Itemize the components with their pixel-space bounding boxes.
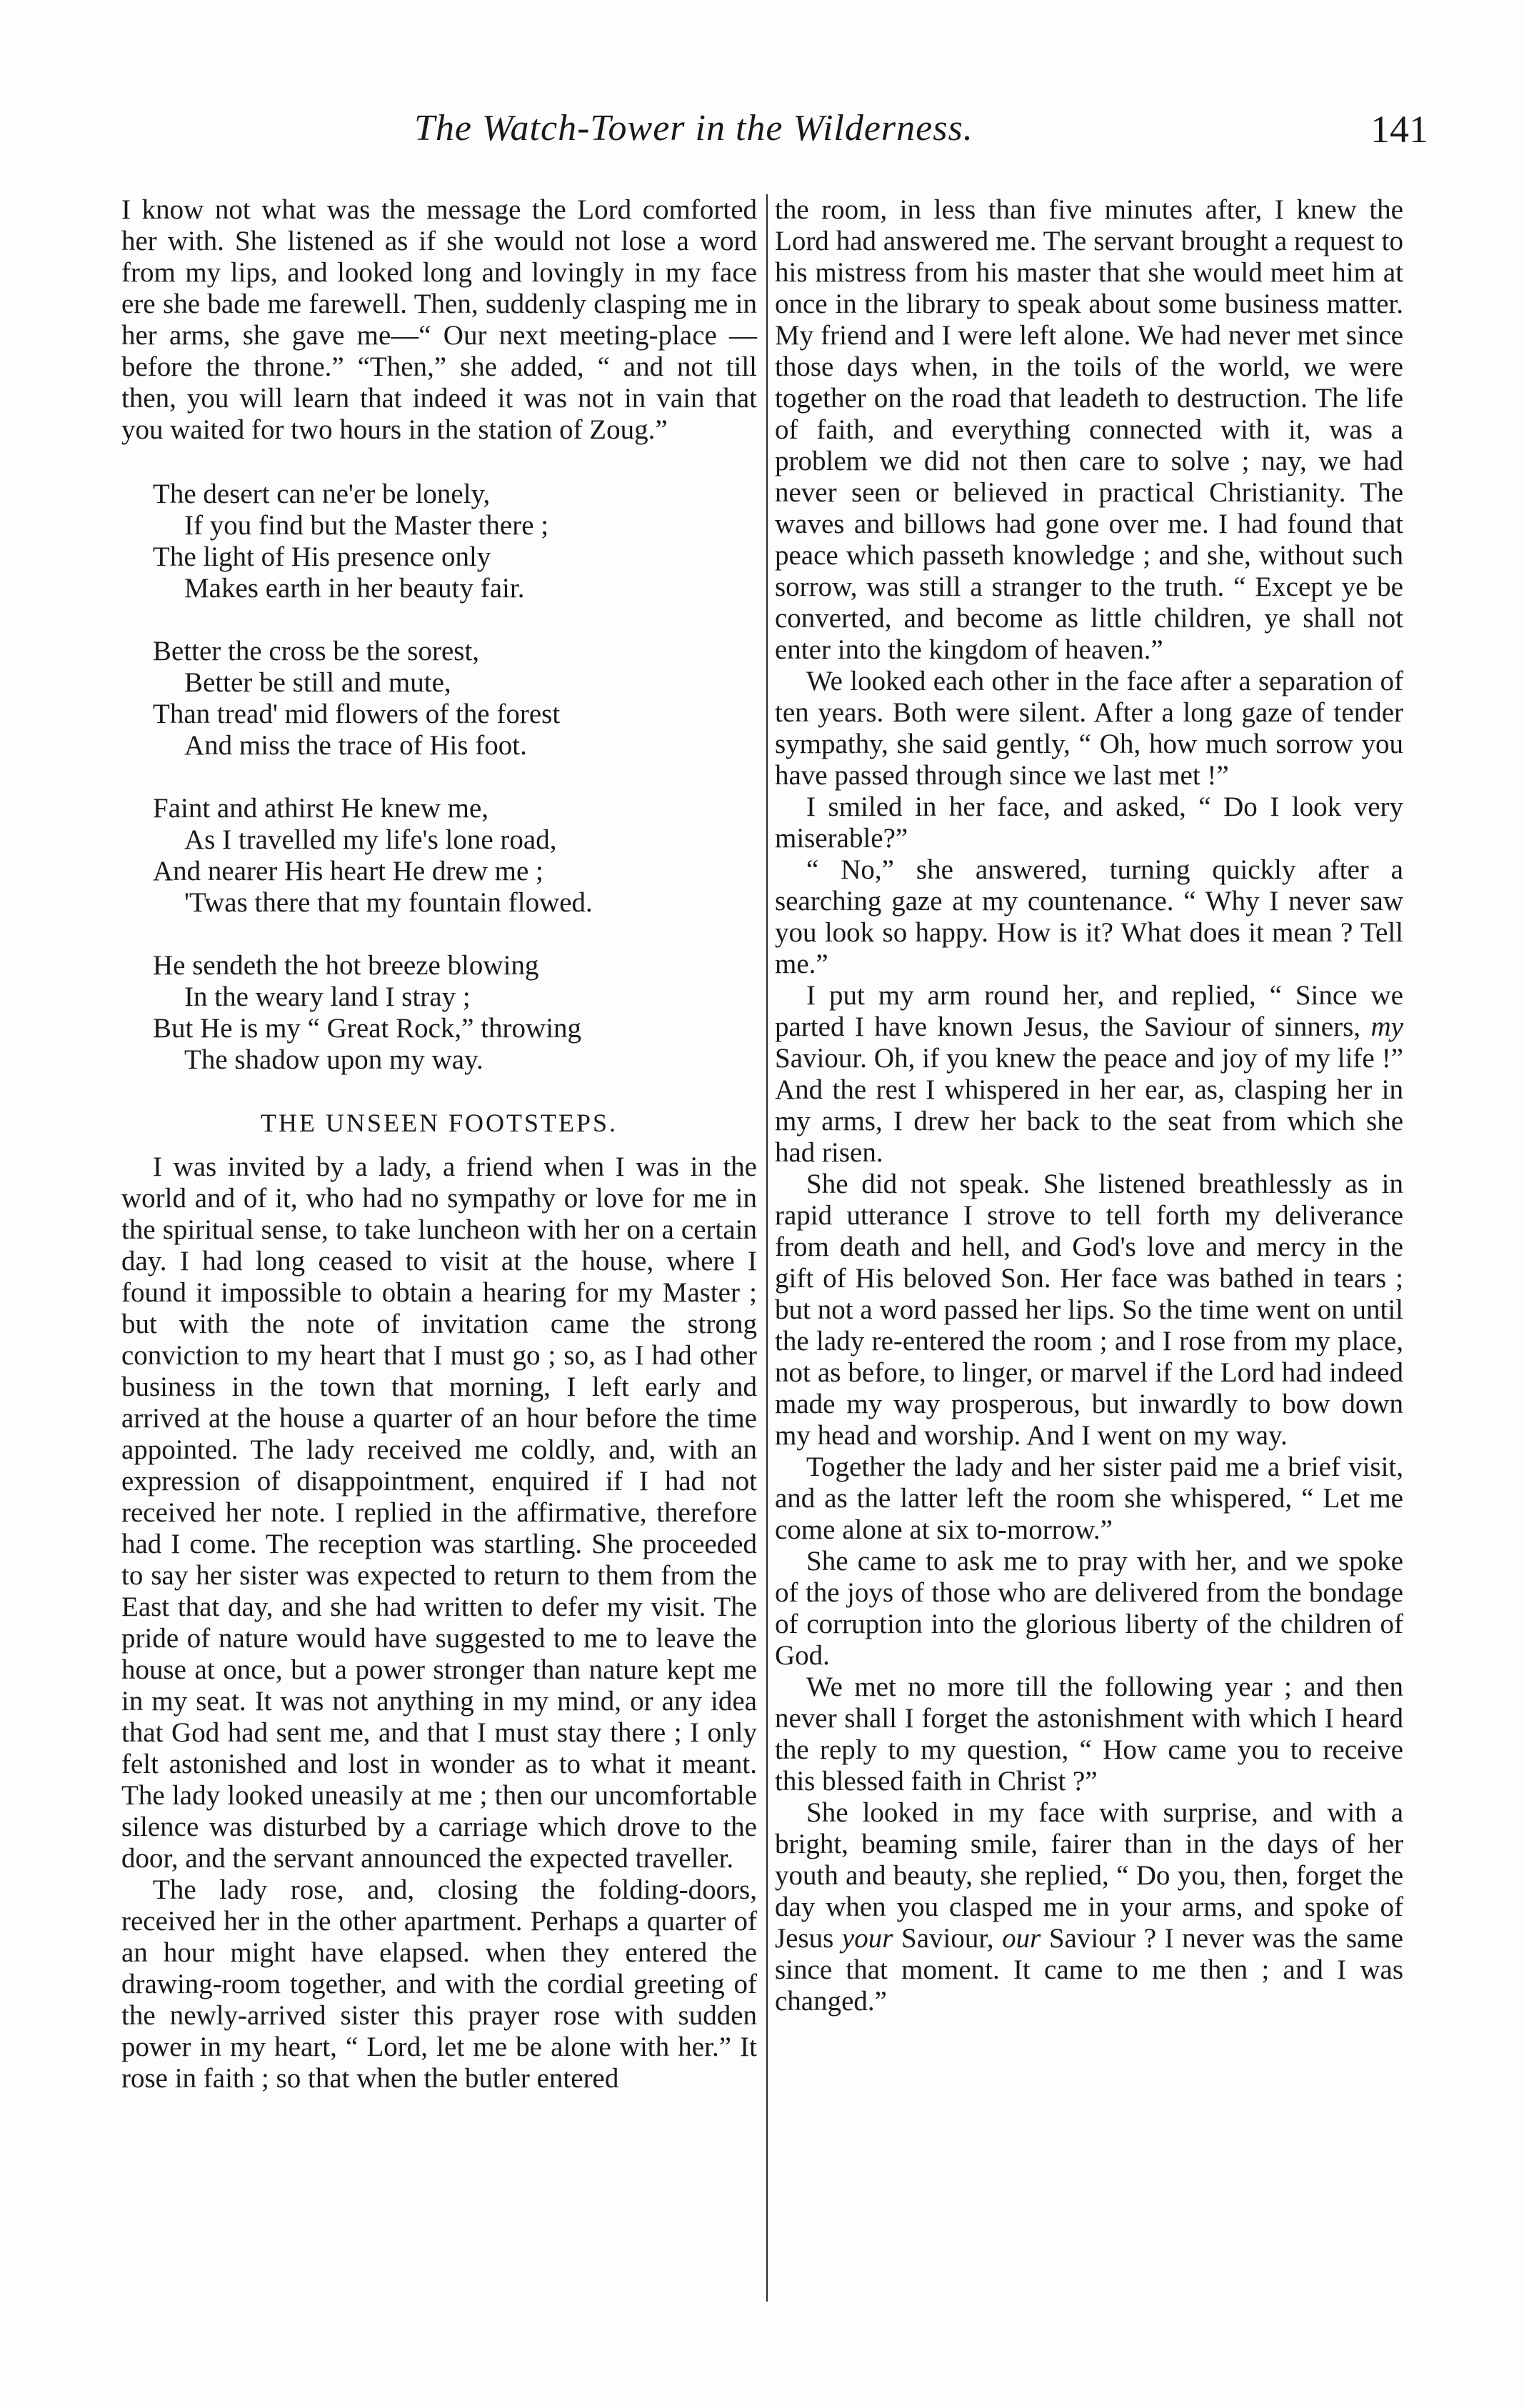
running-title: The Watch-Tower in the Wilderness. — [414, 108, 973, 149]
body-paragraph: She did not speak. She listened breathlessly as in rapid utterance I strove to tell forth my deliverance from death and hell, and God's love and mercy in the gift of His beloved Son. Her face was bathed in tears ; but not a word passed her lips. So the time went on until the lady re-entered the room ; and I rose from my place, not as before, to linger, or marvel if the Lord had indeed made my way prosperous, but inwardly to bow down my head and worship. And I went on my way. — [775, 1169, 1403, 1451]
column-divider — [766, 194, 768, 2302]
poem-line: The desert can ne'er be lonely, — [153, 479, 491, 509]
text-run: Saviour, — [893, 1923, 1003, 1954]
poem-line: The light of His presence only — [153, 541, 491, 572]
poem-stanza — [153, 636, 757, 761]
page-header — [121, 107, 1428, 164]
body-paragraph: “ No,” she answered, turning quickly after a searching gaze at my countenance. “ Why I never saw you look so happy. How is it? What does it mean ? Tell me.” — [775, 854, 1403, 979]
body-paragraph — [775, 1797, 1403, 2017]
poem-line: Makes earth in her beauty fair. — [184, 573, 525, 604]
poem-line: Than tread' mid flowers of the forest — [153, 699, 561, 729]
body-paragraph: She came to ask me to pray with her, and we spoke of the joys of those who are delivered from the bondage of corruption into the glorious liberty of the children of God. — [775, 1546, 1403, 1671]
body-paragraph: Together the lady and her sister paid me a brief visit, and as the latter left the room she whispered, “ Let me come alone at six to-morrow.” — [775, 1452, 1403, 1545]
poem-line: He sendeth the hot breeze blowing — [153, 950, 539, 981]
poem — [153, 479, 757, 1076]
poem-line: As I travelled my life's lone road, — [184, 824, 557, 855]
text-run: I put my arm round her, and replied, “ Since we parted I have known Jesus, the Saviour of sinners, — [775, 980, 1403, 1042]
right-column — [775, 194, 1403, 2017]
poem-line: In the weary land I stray ; — [184, 981, 471, 1012]
body-paragraph: We looked each other in the face after a separation of ten years. Both were silent. After a long gaze of tender sympathy, she said gently, “ Oh, how much sorrow you have passed through since we last met !” — [775, 666, 1403, 791]
poem-line: 'Twas there that my fountain flowed. — [184, 887, 593, 918]
left-column — [121, 194, 757, 2094]
poem-line: If you find but the Master there ; — [184, 510, 549, 541]
emphasis: your — [841, 1923, 893, 1954]
poem-stanza — [153, 479, 757, 604]
poem-line: Better be still and mute, — [184, 667, 451, 698]
intro-paragraph: I know not what was the message the Lord comforted her with. She listened as if she would not lose a word from my lips, and looked long and lovingly in my face ere she bade me farewell. Then, suddenly clasping me in her arms, she gave me—“ Our next meeting-place —before the throne.” “Then,” she added, “ and not till then, you will learn that indeed it was not in vain that you waited for two hours in the station of Zoug.” — [121, 194, 757, 445]
emphasis: our — [1002, 1923, 1041, 1954]
poem-line: The shadow upon my way. — [184, 1044, 483, 1075]
poem-line: And nearer His heart He drew me ; — [153, 856, 543, 886]
poem-stanza — [153, 950, 757, 1076]
body-paragraph — [775, 980, 1403, 1169]
page-number: 141 — [1370, 108, 1428, 151]
poem-stanza — [153, 793, 757, 919]
continued-paragraph: the room, in less than five minutes after, I knew the Lord had answered me. The servant brought a request to his mistress from his master that she would meet him at once in the library to speak about some business matter. My friend and I were left alone. We had never met since those days when, in the toils of the world, we were together on the road that leadeth to destruction. The life of faith, and everything connected with it, was a problem we did not then care to solve ; nay, we had never seen or believed in practical Christianity. The waves and billows had gone over me. I had found that peace which passeth knowledge ; and she, without such sorrow, was still a stranger to the truth. “ Except ye be converted, and become as little children, ye shall not enter into the kingdom of heaven.” — [775, 194, 1403, 665]
poem-line: And miss the trace of His foot. — [184, 730, 527, 761]
section-title: THE UNSEEN FOOTSTEPS. — [260, 1109, 618, 1137]
body-paragraph: I smiled in her face, and asked, “ Do I look very miserable?” — [775, 791, 1403, 854]
body-paragraph: We met no more till the following year ; and then never shall I forget the astonishment with which I heard the reply to my question, “ How came you to receive this blessed faith in Christ ?” — [775, 1672, 1403, 1797]
body-paragraph: The lady rose, and, closing the folding-doors, received her in the other apartment. Perhaps a quarter of an hour might have elapsed. when they entered the drawing-room together, and with the cordial greeting of the newly-arrived sister this prayer rose with sudden power in my heart, “ Lord, let me be alone with her.” It rose in faith ; so that when the butler entered — [121, 1874, 757, 2094]
poem-line: Better the cross be the sorest, — [153, 636, 480, 666]
poem-line: Faint and athirst He knew me, — [153, 793, 489, 824]
poem-line: But He is my “ Great Rock,” throwing — [153, 1013, 582, 1044]
text-run: Saviour. Oh, if you knew the peace and joy of my life !” And the rest I whispered in her ear, as, clasping her in my arms, I drew her back to the seat from which she had risen. — [775, 1043, 1403, 1168]
emphasis: my — [1370, 1011, 1403, 1042]
text-run: She looked in my face with surprise, and with a bright, beaming smile, fairer than in the days of her youth and beauty, she replied, “ Do you, then, forget the day when you clasped me in your arms, and spoke of Jesus — [775, 1797, 1403, 1954]
text-run: Saviour ? I never was the same since that moment. It came to me then ; and I was changed.” — [775, 1923, 1403, 2017]
body-paragraph: I was invited by a lady, a friend when I was in the world and of it, who had no sympathy or love for me in the spiritual sense, to take luncheon with her on a certain day. I had long ceased to visit at the house, where I found it impossible to obtain a hearing for my Master ; but with the note of invitation came the strong conviction to my heart that I must go ; so, as I had other business in the town that morning, I left early and arrived at the house a quarter of an hour before the time appointed. The lady received me coldly, and, with an expression of disappointment, enquired if I had not received her note. I replied in the affirmative, therefore had I come. The reception was startling. She proceeded to say her sister was expected to return to them from the East that day, and she had written to defer my visit. The pride of nature would have suggested to me to leave the house at once, but a power stronger than nature kept me in my seat. It was not anything in my mind, or any idea that God had sent me, and that I must stay there ; I only felt astonished and lost in wonder as to what it meant. The lady looked uneasily at me ; then our uncomfortable silence was disturbed by a carriage which drove to the door, and the servant announced the expected traveller. — [121, 1151, 757, 1874]
